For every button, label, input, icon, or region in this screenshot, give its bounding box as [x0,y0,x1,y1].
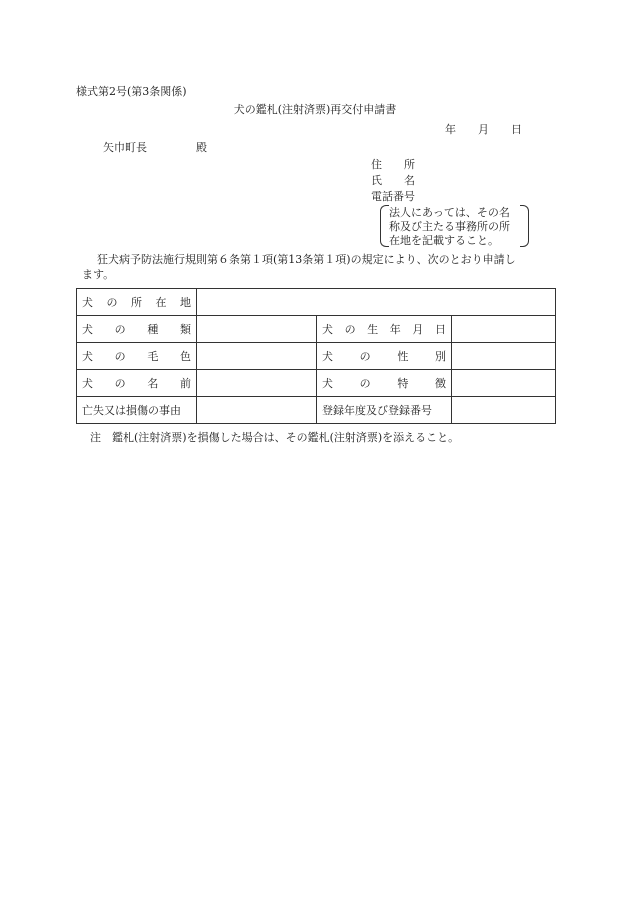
label-char: 前 [179,377,191,390]
location-value-cell[interactable] [197,289,556,316]
label-char: 種 [147,323,159,336]
application-table [76,288,556,424]
breed-value-cell[interactable] [197,316,317,343]
label-char: 犬 [322,377,333,390]
coat-color-label [82,348,191,364]
label-char: 犬 [82,296,93,309]
dog-name-label-cell [77,370,197,397]
sex-label-cell [317,343,452,370]
form-number: 様式第2号(第3条関係) [76,85,187,98]
location-label [82,294,191,310]
label-char: の [114,350,126,363]
features-label-cell [317,370,452,397]
label-char: 犬 [322,323,333,336]
sex-label [322,348,446,364]
label-char: 類 [179,323,191,336]
label-char: 色 [179,350,191,363]
coat-color-label-cell [77,343,197,370]
label-char: の [359,350,371,363]
label-char: 名 [147,377,159,390]
birthdate-label-cell [317,316,452,343]
label-char: の [359,377,371,390]
table-row [77,316,556,343]
footnote: 注 鑑札(注射済票)を損傷した場合は、その鑑札(注射済票)を添えること。 [90,431,460,444]
address-label: 住 所 [371,158,415,171]
breed-label-cell [77,316,197,343]
label-char: の [114,323,126,336]
label-char: 在 [155,296,167,309]
birthdate-label [322,321,446,337]
label-char: 特 [397,377,409,390]
loss-reason-label-cell [77,397,197,424]
applicant-note-line-2: 称及び主たる事務所の所 [389,220,510,233]
label-char: 犬 [82,323,93,336]
label-char: 地 [180,296,191,309]
coat-color-value-cell[interactable] [197,343,317,370]
label-char: 月 [412,323,424,336]
left-bracket [380,205,389,247]
breed-label [82,321,191,337]
label-char: 犬 [322,350,333,363]
honorific: 殿 [196,141,207,154]
body-text-line-2: ます。 [82,268,115,281]
registration-label-cell [317,397,452,424]
label-char: 別 [434,350,446,363]
features-label [322,375,446,391]
applicant-note-line-1: 法人にあっては、その名 [389,206,510,219]
table-row [77,370,556,397]
table-row [77,397,556,424]
dog-name-label [82,375,191,391]
location-label-cell [77,289,197,316]
label-char: 生 [367,323,379,336]
table-row [77,343,556,370]
label-char: 性 [397,350,409,363]
body-text-line-1: 狂犬病予防法施行規則第６条第１項(第13条第１項)の規定により、次のとおり申請し [97,253,516,266]
label-char: 年 [389,323,401,336]
sex-value-cell[interactable] [452,343,556,370]
label-char: 所 [131,296,142,309]
table-row [77,289,556,316]
name-label: 氏 名 [371,174,415,187]
addressee: 矢巾町長 [103,141,147,154]
dog-name-value-cell[interactable] [197,370,317,397]
label-char: の [114,377,126,390]
label-char: 犬 [82,377,93,390]
date-line: 年 月 日 [445,123,522,136]
birthdate-value-cell[interactable] [452,316,556,343]
label-char: 日 [434,323,446,336]
loss-reason-value-cell[interactable] [197,397,317,424]
label-char: 毛 [147,350,159,363]
registration-value-cell[interactable] [452,397,556,424]
phone-label: 電話番号 [371,190,415,203]
label-char: の [106,296,118,309]
document-title: 犬の鑑札(注射済票)再交付申請書 [233,103,397,116]
label-char: の [344,323,356,336]
right-bracket [520,205,529,247]
label-char: 徴 [434,377,446,390]
applicant-note-line-3: 在地を記載すること。 [389,234,499,247]
registration-label: 登録年度及び登録番号 [322,404,432,417]
label-char: 犬 [82,350,93,363]
features-value-cell[interactable] [452,370,556,397]
loss-reason-label: 亡失又は損傷の事由 [82,404,181,417]
